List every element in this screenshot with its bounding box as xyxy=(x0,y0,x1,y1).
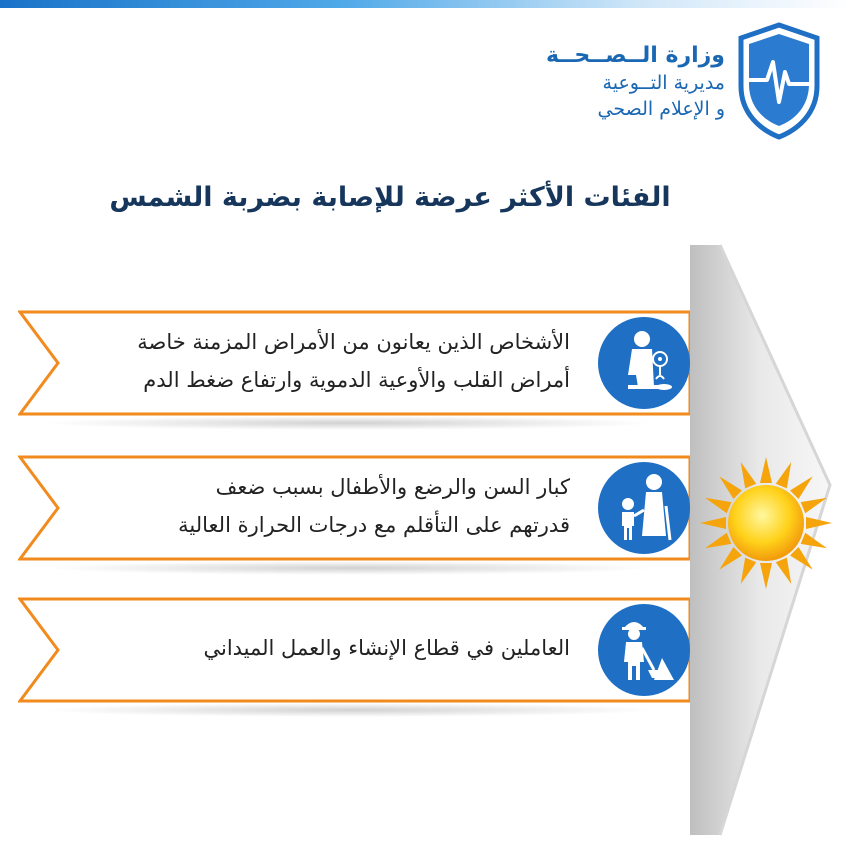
logo-directorate: مديرية التــوعية xyxy=(602,72,725,94)
logo-ministry-name: وزارة الــصــحــة xyxy=(546,43,725,68)
sun-icon xyxy=(698,455,834,591)
risk-group-line: كبار السن والرضع والأطفال بسبب ضعف xyxy=(215,475,570,499)
page-title: الفئات الأكثر عرضة للإصابة بضربة الشمس xyxy=(109,182,671,213)
risk-group-line: العاملين في قطاع الإنشاء والعمل الميداني xyxy=(203,636,570,660)
patient-blood-pressure-icon xyxy=(598,317,690,409)
banner-shadow xyxy=(40,703,660,717)
logo-media: و الإعلام الصحي xyxy=(597,98,725,120)
risk-group-text xyxy=(40,597,570,699)
ministry-logo xyxy=(546,22,835,142)
banner-shadow xyxy=(40,561,660,575)
risk-group-line: الأشخاص الذين يعانون من الأمراض المزمنة خاصة xyxy=(137,330,570,354)
risk-group-text xyxy=(40,455,570,557)
risk-group-item-3 xyxy=(18,597,690,705)
risk-group-line: قدرتهم على التأقلم مع درجات الحرارة العالية xyxy=(178,513,570,537)
logo-text xyxy=(546,42,725,122)
risk-group-item-1 xyxy=(18,310,690,418)
risk-group-item-2 xyxy=(18,455,690,563)
risk-group-line: أمراض القلب والأوعية الدموية وارتفاع ضغط الدم xyxy=(143,368,570,392)
banner-shadow xyxy=(40,416,660,430)
risk-group-text xyxy=(40,310,570,412)
shield-heartbeat-icon xyxy=(737,22,821,140)
construction-worker-icon xyxy=(598,604,690,696)
elderly-child-icon xyxy=(598,462,690,554)
top-gradient-bar xyxy=(0,0,850,8)
